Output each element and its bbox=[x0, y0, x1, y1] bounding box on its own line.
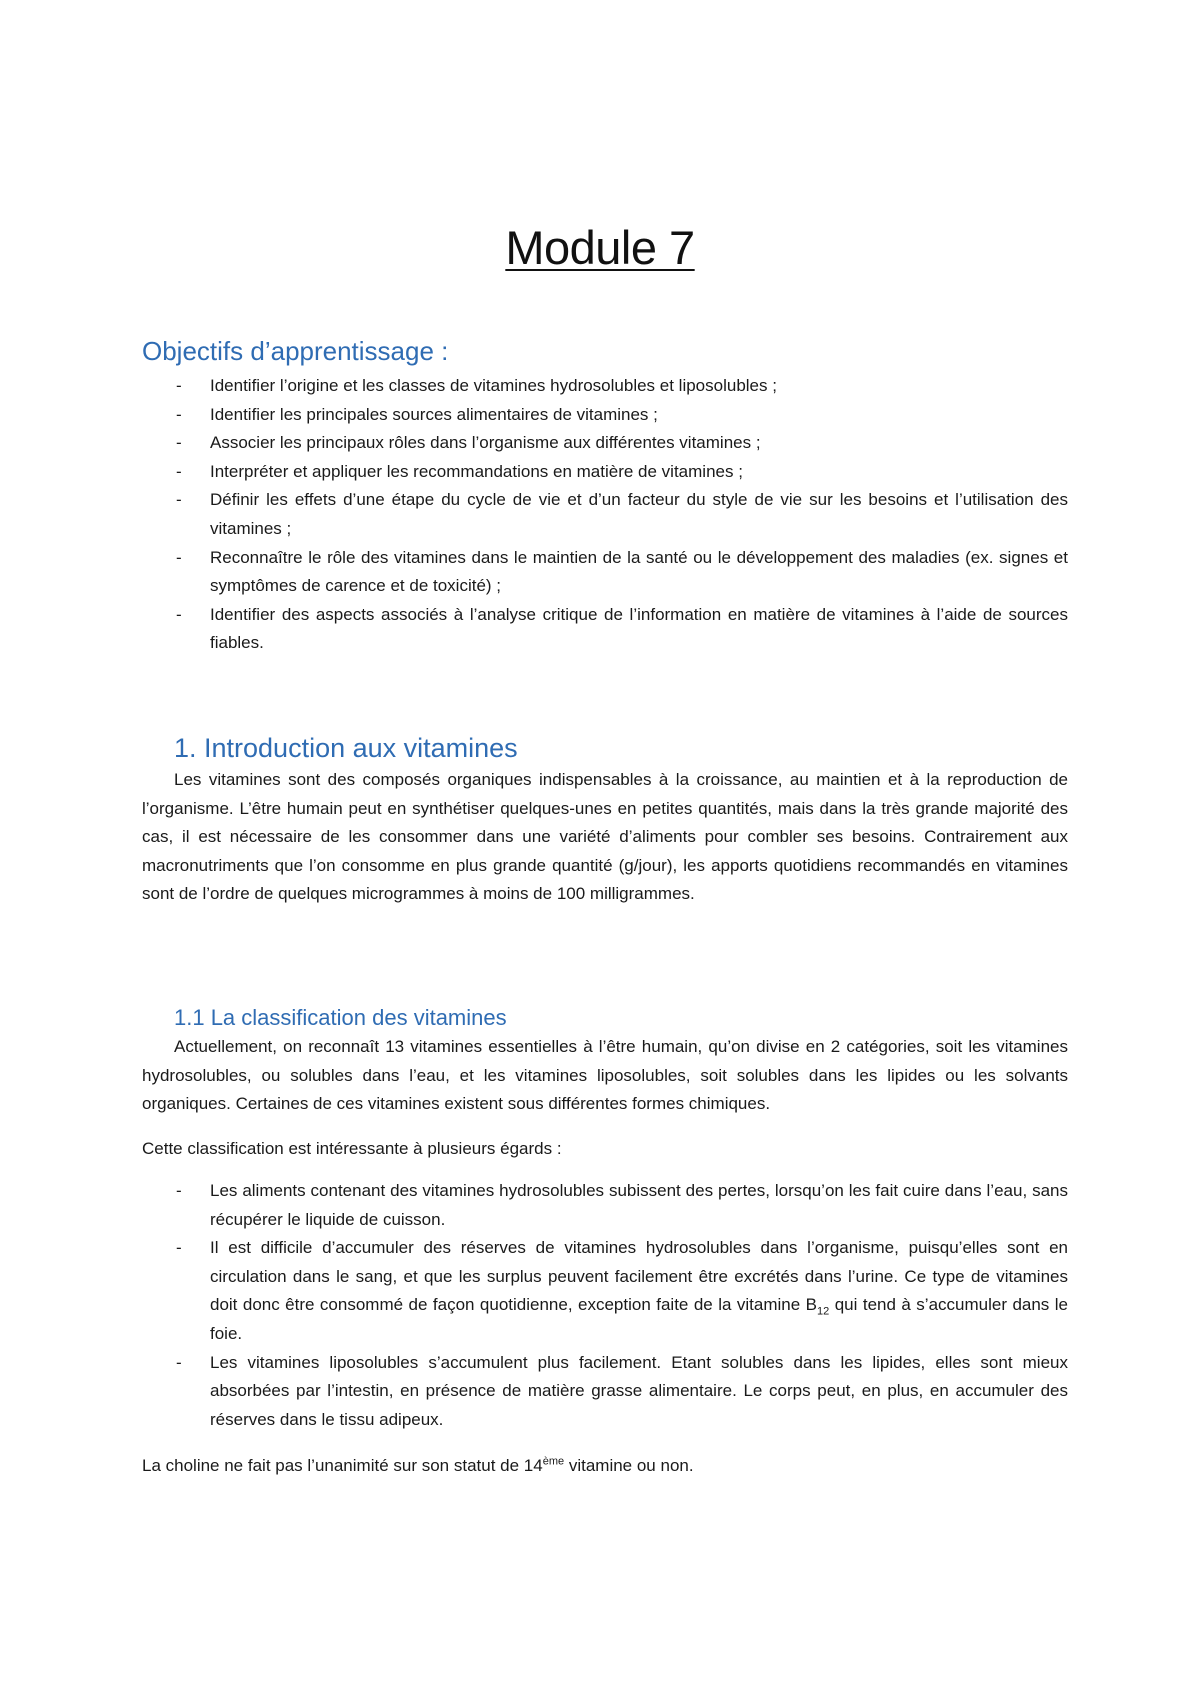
objectives-list bbox=[142, 372, 1068, 658]
objective-item: - Identifier l’origine et les classes de vitamines hydrosolubles et liposolubles ; bbox=[142, 372, 1068, 401]
choline-note-text-end: vitamine ou non. bbox=[564, 1456, 694, 1475]
classification-list bbox=[142, 1177, 1068, 1434]
objective-item: - Reconnaître le rôle des vitamines dans le maintien de la santé ou le développement des maladies (ex. signes et symptômes de carence et de toxicité) ; bbox=[142, 544, 1068, 601]
objective-item: - Interpréter et appliquer les recommandations en matière de vitamines ; bbox=[142, 458, 1068, 487]
section-1-heading: 1. Introduction aux vitamines bbox=[174, 733, 518, 763]
objective-item: - Identifier les principales sources alimentaires de vitamines ; bbox=[142, 401, 1068, 430]
classification-list-container bbox=[142, 1177, 1068, 1434]
classification-item-text: Il est difficile d’accumuler des réserves de vitamines hydrosolubles dans l’organisme, puisqu’elles sont en circulation dans le sang, et que les surplus peuvent facilement être excrétés dans l’urine. Ce type de vitamines doit donc être consommé de façon quotidienne, exception faite de la vitamine B bbox=[210, 1238, 1068, 1315]
objective-item: - Définir les effets d’une étape du cycle de vie et d’un facteur du style de vie sur les besoins et l’utilisation des vitamines ; bbox=[142, 486, 1068, 543]
objectives-heading: Objectifs d’apprentissage : bbox=[142, 336, 449, 366]
section-1-1-paragraph: Actuellement, on reconnaît 13 vitamines essentielles à l’être humain, qu’on divise en 2 catégories, soit les vitamines hydrosolubles, ou solubles dans l’eau, et les vitamines liposolubles, soit solubles dans les lipides ou les solvants organiques. Certaines de ces vitamines existent sous différentes formes chimiques. bbox=[142, 1037, 1068, 1114]
choline-note bbox=[142, 1452, 1068, 1481]
ordinal-superscript: ème bbox=[542, 1455, 565, 1468]
objective-item: - Identifier des aspects associés à l’analyse critique de l’information en matière de vitamines à l’aide de sources fiables. bbox=[142, 601, 1068, 658]
vitamin-subscript: 12 bbox=[817, 1305, 830, 1318]
objectives-list-container bbox=[142, 372, 1068, 658]
classification-intro-line: Cette classification est intéressante à plusieurs égards : bbox=[142, 1139, 562, 1158]
classification-item: - Les vitamines liposolubles s’accumulent plus facilement. Etant solubles dans les lipides, elles sont mieux absorbées par l’intestin, en présence de matière grasse alimentaire. Le corps peut, en plus, en accumuler des réserves dans le tissu adipeux. bbox=[142, 1349, 1068, 1435]
page-title: Module 7 bbox=[505, 221, 695, 274]
section-1-paragraph: Les vitamines sont des composés organiques indispensables à la croissance, au maintien et à la reproduction de l’organisme. L’être humain peut en synthétiser quelques-unes en petites quantités, mais dans la très grande majorité des cas, il est nécessaire de les consommer dans une variété d’aliments pour combler ses besoins. Contrairement aux macronutriments que l’on consomme en plus grande quantité (g/jour), les apports quotidiens recommandés en vitamines sont de l’ordre de quelques microgrammes à moins de 100 milligrammes. bbox=[142, 770, 1068, 904]
classification-item-text-end: qui tend à s’accumuler dans le foie. bbox=[210, 1295, 1068, 1343]
objective-item: - Associer les principaux rôles dans l’organisme aux différentes vitamines ; bbox=[142, 429, 1068, 458]
choline-note-text: La choline ne fait pas l’unanimité sur son statut de 14 bbox=[142, 1456, 543, 1475]
classification-item bbox=[142, 1234, 1068, 1348]
classification-item: - Les aliments contenant des vitamines hydrosolubles subissent des pertes, lorsqu’on les fait cuire dans l’eau, sans récupérer le liquide de cuisson. bbox=[142, 1177, 1068, 1234]
section-1-1-heading: 1.1 La classification des vitamines bbox=[174, 1005, 507, 1030]
